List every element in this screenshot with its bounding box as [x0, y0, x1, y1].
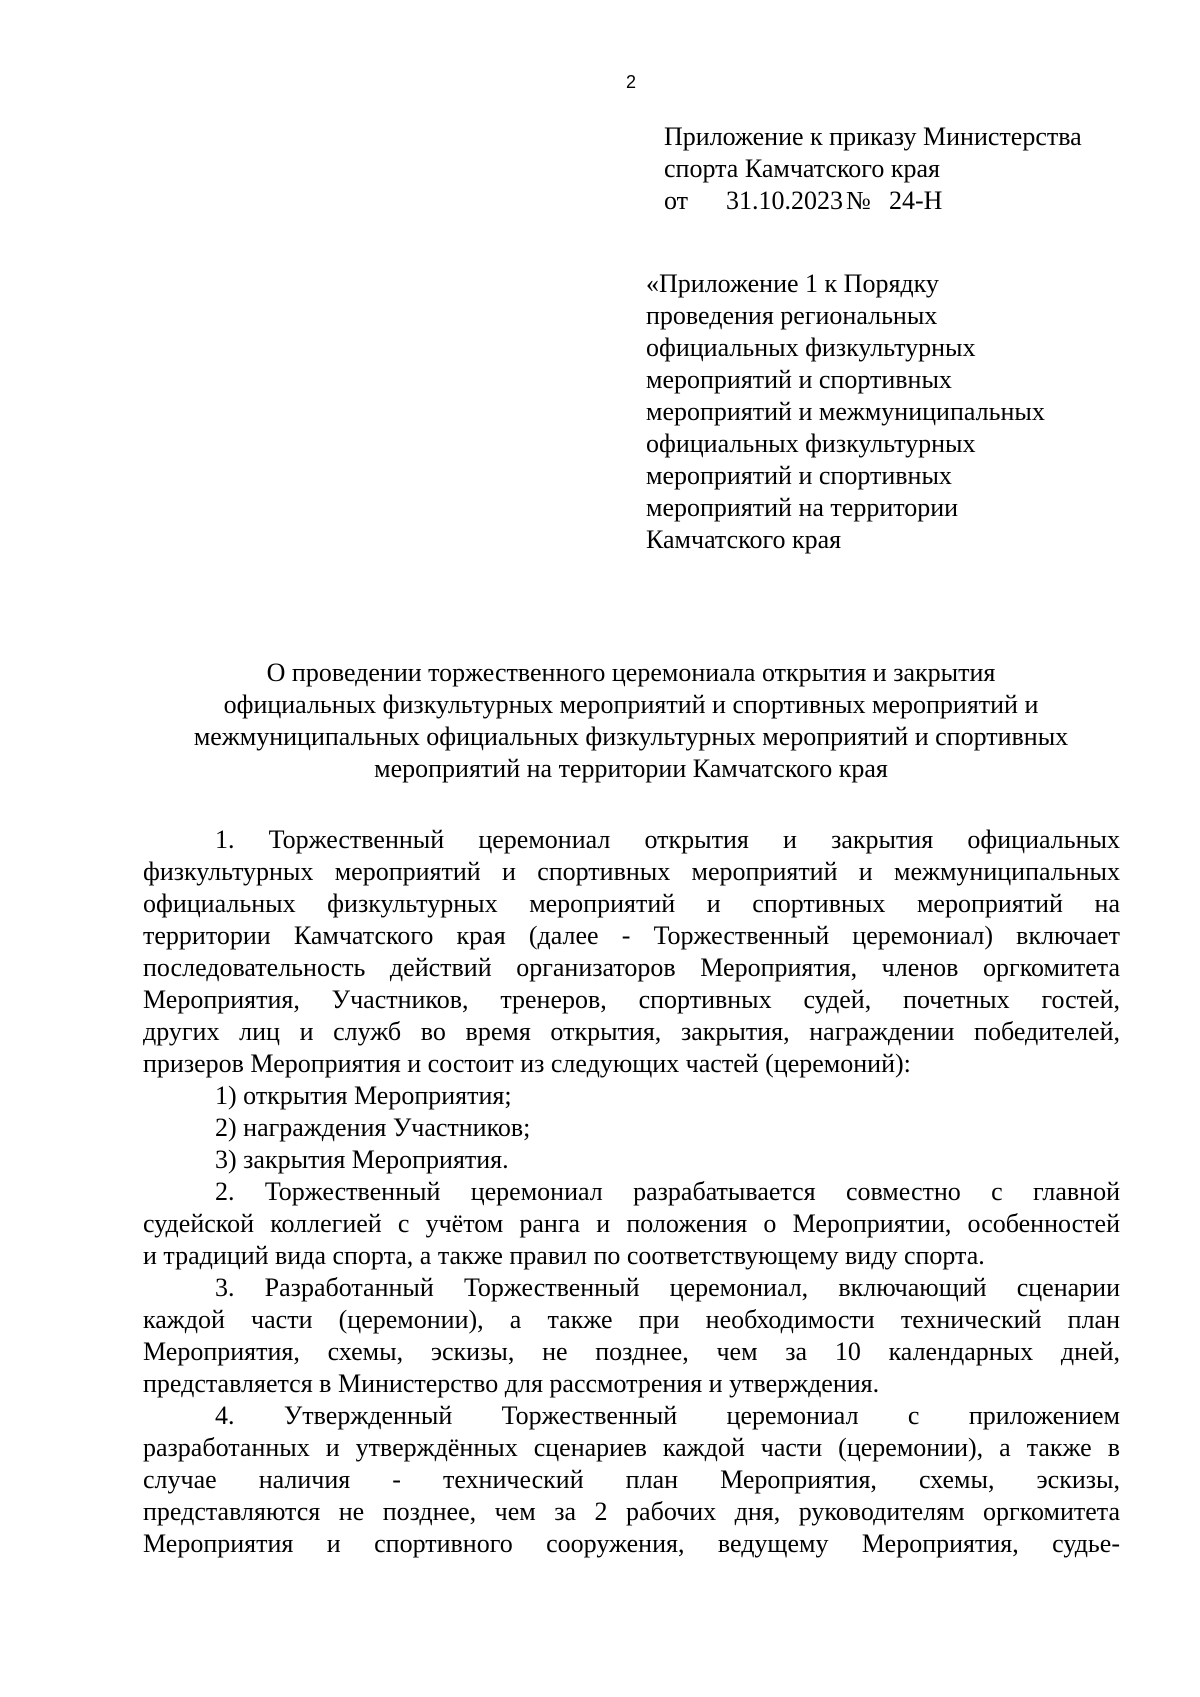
order-date: 31.10.2023 — [726, 186, 843, 215]
paragraph-line: 1. Торжественный церемониал открытия и закрытия официальных — [215, 825, 1120, 854]
procedure-appendix-line: официальных физкультурных — [646, 429, 976, 458]
procedure-appendix-line: мероприятий и спортивных — [646, 365, 952, 394]
paragraph-4 — [143, 1400, 1120, 1560]
list-item: 2) награждения Участников; — [215, 1113, 531, 1142]
document-body — [143, 824, 1120, 1560]
paragraph-line: призеров Мероприятия и состоит из следующих частей (церемоний): — [143, 1049, 911, 1078]
title-line: официальных физкультурных мероприятий и спортивных мероприятий и — [223, 690, 1039, 719]
order-appendix-line: Приложение к приказу Министерства — [664, 122, 1082, 151]
order-number-sign: № — [846, 186, 871, 215]
paragraph-line: других лиц и служб во время открытия, закрытия, награждении победителей, — [143, 1017, 1120, 1046]
paragraph-line: официальных физкультурных мероприятий и спортивных мероприятий на — [143, 889, 1120, 918]
paragraph-line: Мероприятия, Участников, тренеров, спортивных судей, почетных гостей, — [143, 985, 1120, 1014]
order-date-number-line — [664, 185, 1082, 217]
procedure-appendix-line: мероприятий на территории — [646, 493, 959, 522]
document-title — [140, 657, 1122, 785]
paragraph-line: 2. Торжественный церемониал разрабатывается совместно с главной — [215, 1177, 1120, 1206]
procedure-appendix-line: проведения региональных — [646, 301, 938, 330]
procedure-appendix-line: «Приложение 1 к Порядку — [646, 269, 939, 298]
title-line: О проведении торжественного церемониала открытия и закрытия — [266, 658, 996, 687]
paragraph-line: представляется в Министерство для рассмотрения и утверждения. — [143, 1369, 880, 1398]
procedure-appendix-line: Камчатского края — [646, 525, 842, 554]
paragraph-3 — [143, 1272, 1120, 1400]
paragraph-line: каждой части (церемонии), а также при необходимости технический план — [143, 1305, 1120, 1334]
paragraph-line: и традиций вида спорта, а также правил по соответствующему виду спорта. — [143, 1241, 985, 1270]
paragraph-line: последовательность действий организаторов Мероприятия, членов оргкомитета — [143, 953, 1120, 982]
page-number: 2 — [625, 72, 636, 92]
list-item: 3) закрытия Мероприятия. — [215, 1145, 509, 1174]
paragraph-line: территории Камчатского края (далее - Торжественный церемониал) включает — [143, 921, 1120, 950]
list-item: 1) открытия Мероприятия; — [215, 1081, 512, 1110]
paragraph-line: судейской коллегией с учётом ранга и положения о Мероприятии, особенностей — [143, 1209, 1120, 1238]
order-appendix-line: спорта Камчатского края — [664, 154, 940, 183]
paragraph-line: Мероприятия и спортивного сооружения, ведущему Мероприятия, судье- — [143, 1529, 1120, 1558]
procedure-appendix-block — [646, 268, 1045, 556]
procedure-appendix-line: мероприятий и межмуниципальных — [646, 397, 1045, 426]
paragraph-2 — [143, 1176, 1120, 1272]
paragraph-line: 4. Утвержденный Торжественный церемониал с приложением — [215, 1401, 1120, 1430]
ceremony-list — [143, 1080, 1120, 1176]
paragraph-line: случае наличия - технический план Мероприятия, схемы, эскизы, — [143, 1465, 1120, 1494]
title-line: межмуниципальных официальных физкультурных мероприятий и спортивных — [193, 722, 1069, 751]
paragraph-line: представляются не позднее, чем за 2 рабочих дня, руководителям оргкомитета — [143, 1497, 1120, 1526]
order-number: 24-Н — [889, 186, 943, 215]
procedure-appendix-line: мероприятий и спортивных — [646, 461, 952, 490]
paragraph-line: Мероприятия, схемы, эскизы, не позднее, чем за 10 календарных дней, — [143, 1337, 1120, 1366]
order-appendix-block — [664, 121, 1082, 217]
paragraph-line: разработанных и утверждённых сценариев каждой части (церемонии), а также в — [143, 1433, 1120, 1462]
paragraph-line: физкультурных мероприятий и спортивных мероприятий и межмуниципальных — [143, 857, 1120, 886]
title-line: мероприятий на территории Камчатского края — [374, 754, 888, 783]
order-from-label: от — [664, 186, 689, 215]
procedure-appendix-line: официальных физкультурных — [646, 333, 976, 362]
paragraph-line: 3. Разработанный Торжественный церемониал, включающий сценарии — [215, 1273, 1120, 1302]
paragraph-1 — [143, 824, 1120, 1080]
